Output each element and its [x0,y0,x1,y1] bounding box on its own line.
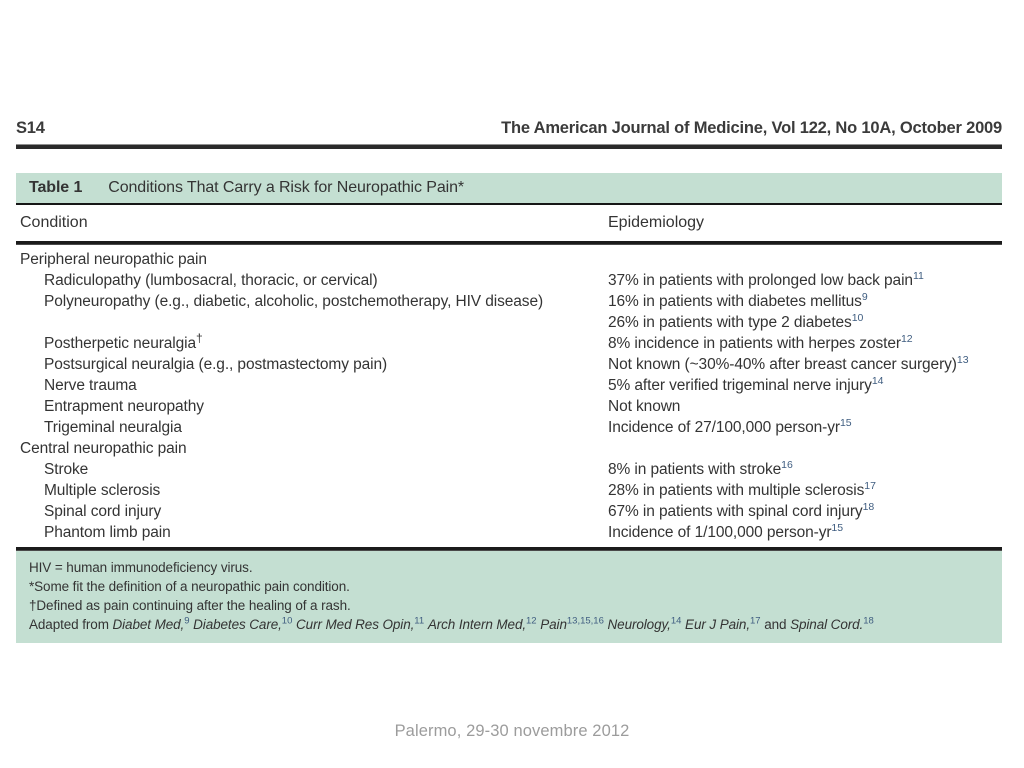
reference-superscript: 15 [839,416,852,429]
epidemiology-cell [608,396,1002,417]
reference-superscript: 11 [912,269,924,282]
condition-cell: Spinal cord injury [44,503,162,520]
epidemiology-line: 67% in patients with spinal cord injury$^{18}$ [608,500,875,520]
epidemiology-line: Incidence of 27/100,000 person-$yr^{15}$ [608,416,852,436]
condition-cell: Entrapment neuropathy [44,398,204,415]
table-row [16,354,1002,375]
epidemiology-line: 5% after verified trigeminal nerve injury$^{14}$ [608,374,884,394]
column-header-epidemiology: Epidemiology [608,214,705,231]
table-note: *Some fit the definition of a neuropathic pain condition. [29,579,350,594]
reference-superscript: 16 [781,458,793,471]
table-row [16,501,1002,522]
dagger-marker: † [196,330,203,345]
table-row [16,480,1002,501]
reference-superscript: 17 [749,615,761,627]
condition-cell: Nerve trauma [44,377,137,394]
table-body [16,245,1002,547]
slide-caption: Palermo, 29-30 novembre 2012 [394,722,630,740]
reference-superscript: 12 [900,332,913,345]
reference-superscript: 9 [861,290,868,303]
reference-superscript: 15 [831,521,844,534]
journal-name: Diabet Med, [112,617,185,632]
epidemiology-line: 16% in patients with diabetes mellitus$^9$ [608,290,868,310]
epidemiology-line: 37% in patients with prolonged low back pain$^{11}$ [608,269,924,289]
epidemiology-line: Incidence of 1/100,000 person-$yr^{15}$ [608,521,844,541]
reference-superscript: 18 [863,615,874,627]
table-row [16,417,1002,438]
epidemiology-cell [608,501,1002,522]
condition-cell: Central neuropathic pain [20,440,187,457]
table-note: †Defined as pain continuing after the healing of a rash. [29,598,351,613]
table-row [16,249,1002,270]
table-row [16,291,1002,333]
condition-cell: Stroke [44,461,89,478]
journal-name: Spinal Cord. [790,617,864,632]
table-row [16,396,1002,417]
note-text: and [760,617,791,632]
table-row [16,522,1002,543]
reference-superscript: 14 [871,374,884,387]
condition-cell: Radiculopathy (lumbosacral, thoracic, or cervical) [44,272,378,289]
journal-name: Neurology, [607,617,671,632]
column-header-condition: Condition [20,214,88,231]
table-label: Table 1 [29,179,83,196]
table-row [16,375,1002,396]
epidemiology-cell [608,333,1002,354]
journal-name: Diabetes Care, [193,617,282,632]
condition-cell: Phantom limb pain [44,524,171,541]
epidemiology-cell [608,354,1002,375]
reference-superscript: 12 [526,615,537,627]
note-text: Adapted from [29,617,113,632]
epidemiology-cell [608,291,1002,333]
reference-superscript: 13 [956,353,969,366]
reference-superscript: 13,15,16 [566,615,604,627]
journal-name: Arch Intern Med, [427,617,527,632]
condition-cell: Polyneuropathy (e.g., diabetic, alcoholic, postchemotherapy, HIV disease) [44,293,544,310]
reference-superscript: 10 [851,311,864,324]
journal-name: Eur J Pain, [685,617,750,632]
epidemiology-line: 8% incidence in patients with herpes zoster$^{12}$ [608,332,913,352]
table-row [16,438,1002,459]
journal-title: The American Journal of Medicine, Vol 122, No 10A, October 2009 [501,119,1002,137]
reference-superscript: 14 [670,615,682,627]
journal-name: Pain [540,617,567,632]
condition-cell: Peripheral neuropathic pain [20,251,207,268]
reference-superscript: 17 [864,479,876,492]
table-row [16,459,1002,480]
reference-superscript: 18 [862,500,875,513]
reference-superscript: 10 [281,615,293,627]
epidemiology-line: Not known (~30%-40% after breast cancer surgery)$^{13}$ [608,353,969,373]
epidemiology-cell [608,270,1002,291]
running-head-text [16,119,1002,144]
table-note-adapted-from [29,615,988,634]
table-title: Conditions That Carry a Risk for Neuropathic Pain* [108,179,465,196]
reference-superscript: 9 [184,615,190,627]
epidemiology-cell [608,375,1002,396]
table-row [16,270,1002,291]
journal-name: Curr Med Res Opin, [296,617,415,632]
table-column-headers [16,205,1002,241]
epidemiology-line: 28% in patients with multiple sclerosis$^{17}$ [608,479,876,499]
condition-cell: Postherpetic neuralgia† [44,330,203,352]
epidemiology-cell [608,522,1002,543]
condition-cell: Trigeminal neuralgia [44,419,182,436]
running-head-rule [16,144,1002,149]
table-row [16,330,1002,354]
epidemiology-cell [608,417,1002,438]
table-notes-band [16,551,1002,643]
table-1-figure [16,173,1002,643]
epidemiology-line: Not known [608,398,681,415]
condition-cell: Postsurgical neuralgia (e.g., postmastectomy pain) [44,356,388,373]
epidemiology-cell [608,480,1002,501]
page-number: S14 [16,119,45,137]
epidemiology-line: 26% in patients with type 2 diabetes$^{10}$ [608,311,864,331]
epidemiology-cell [608,459,1002,480]
table-title-band [16,173,1002,205]
journal-running-head [16,119,1002,149]
reference-superscript: 11 [414,615,425,627]
table-note: HIV = human immunodeficiency virus. [29,560,253,575]
condition-cell: Multiple sclerosis [44,482,161,499]
epidemiology-line: 8% in patients with stroke$^{16}$ [608,458,793,478]
